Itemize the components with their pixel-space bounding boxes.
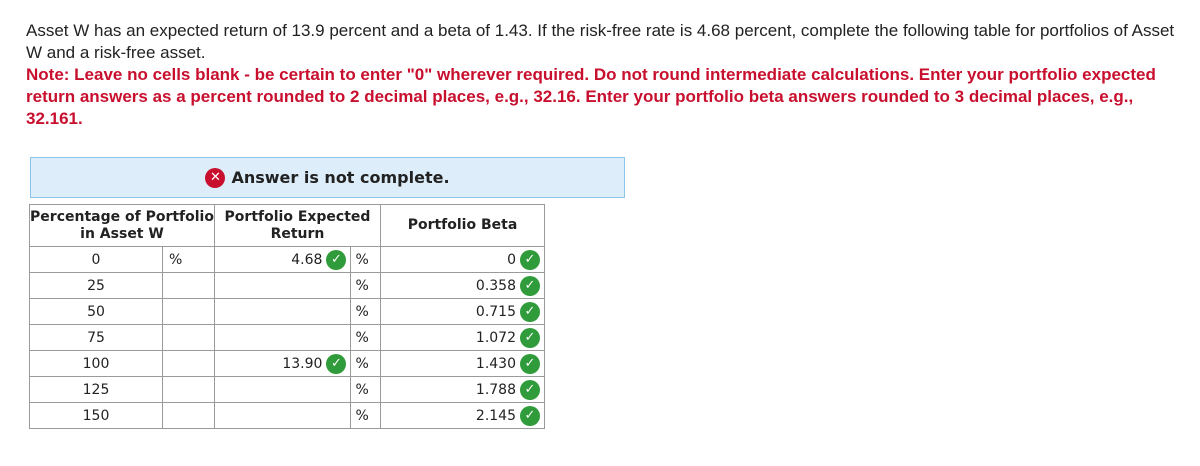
percentage-unit bbox=[163, 377, 215, 403]
beta-input[interactable] bbox=[381, 325, 545, 351]
check-icon: ✓ bbox=[520, 328, 540, 348]
question-note: Note: Leave no cells blank - be certain to enter "0" wherever required. Do not round intermediate calculations. Enter your portfolio expected return answers as a percent rounded to 2 decimal places, e.g., 32.16. Enter your portfolio beta answers rounded to 3 decimal places, e.g., 32.161. bbox=[26, 65, 1156, 128]
answer-status-banner bbox=[30, 157, 625, 198]
header-beta: Portfolio Beta bbox=[381, 205, 545, 247]
table-row bbox=[30, 273, 545, 299]
x-circle-icon: ✕ bbox=[205, 168, 225, 188]
percentage-unit bbox=[163, 325, 215, 351]
beta-value: 0.358 bbox=[475, 277, 516, 294]
beta-value: 0.715 bbox=[475, 303, 516, 320]
percentage-unit: % bbox=[163, 247, 215, 273]
portfolio-table bbox=[29, 204, 545, 429]
check-icon: ✓ bbox=[520, 250, 540, 270]
header-percentage: Percentage of Portfolio in Asset W bbox=[30, 205, 215, 247]
percentage-value: 0 bbox=[30, 247, 163, 273]
table-row bbox=[30, 351, 545, 377]
expected-return-input[interactable] bbox=[215, 247, 351, 273]
beta-value: 2.145 bbox=[475, 407, 516, 424]
expected-return-input[interactable] bbox=[215, 299, 351, 325]
beta-input[interactable] bbox=[381, 247, 545, 273]
beta-value: 1.072 bbox=[475, 329, 516, 346]
beta-input[interactable] bbox=[381, 299, 545, 325]
percentage-value: 75 bbox=[30, 325, 163, 351]
check-icon: ✓ bbox=[520, 276, 540, 296]
header-expected-return: Portfolio Expected Return bbox=[215, 205, 381, 247]
expected-return-value: 4.68 bbox=[291, 251, 323, 268]
percentage-value: 100 bbox=[30, 351, 163, 377]
expected-return-input[interactable] bbox=[215, 325, 351, 351]
table-row bbox=[30, 325, 545, 351]
beta-input[interactable] bbox=[381, 377, 545, 403]
percentage-value: 150 bbox=[30, 403, 163, 429]
table-row bbox=[30, 377, 545, 403]
check-icon: ✓ bbox=[520, 302, 540, 322]
expected-return-value: 13.90 bbox=[282, 355, 323, 372]
expected-return-input[interactable] bbox=[215, 403, 351, 429]
beta-input[interactable] bbox=[381, 273, 545, 299]
question-body: Asset W has an expected return of 13.9 percent and a beta of 1.43. If the risk-free rate is 4.68 percent, complete the following table for portfolios of Asset W and a risk-free asset. bbox=[26, 21, 1175, 62]
beta-input[interactable] bbox=[381, 403, 545, 429]
beta-value: 1.788 bbox=[475, 381, 516, 398]
expected-return-unit: % bbox=[351, 351, 381, 377]
expected-return-unit: % bbox=[351, 377, 381, 403]
table-row bbox=[30, 299, 545, 325]
expected-return-unit: % bbox=[351, 299, 381, 325]
check-icon: ✓ bbox=[326, 250, 346, 270]
percentage-value: 125 bbox=[30, 377, 163, 403]
beta-input[interactable] bbox=[381, 351, 545, 377]
percentage-unit bbox=[163, 351, 215, 377]
expected-return-input[interactable] bbox=[215, 377, 351, 403]
beta-value: 1.430 bbox=[475, 355, 516, 372]
question-text bbox=[26, 20, 1176, 130]
expected-return-unit: % bbox=[351, 273, 381, 299]
percentage-unit bbox=[163, 273, 215, 299]
table-row bbox=[30, 247, 545, 273]
expected-return-unit: % bbox=[351, 403, 381, 429]
expected-return-input[interactable] bbox=[215, 351, 351, 377]
expected-return-unit: % bbox=[351, 247, 381, 273]
check-icon: ✓ bbox=[520, 354, 540, 374]
check-icon: ✓ bbox=[326, 354, 346, 374]
answer-status-text: Answer is not complete. bbox=[231, 168, 450, 187]
check-icon: ✓ bbox=[520, 380, 540, 400]
beta-value: 0 bbox=[507, 251, 516, 268]
percentage-unit bbox=[163, 299, 215, 325]
expected-return-unit: % bbox=[351, 325, 381, 351]
table-row bbox=[30, 403, 545, 429]
percentage-value: 25 bbox=[30, 273, 163, 299]
percentage-unit bbox=[163, 403, 215, 429]
expected-return-input[interactable] bbox=[215, 273, 351, 299]
percentage-value: 50 bbox=[30, 299, 163, 325]
check-icon: ✓ bbox=[520, 406, 540, 426]
